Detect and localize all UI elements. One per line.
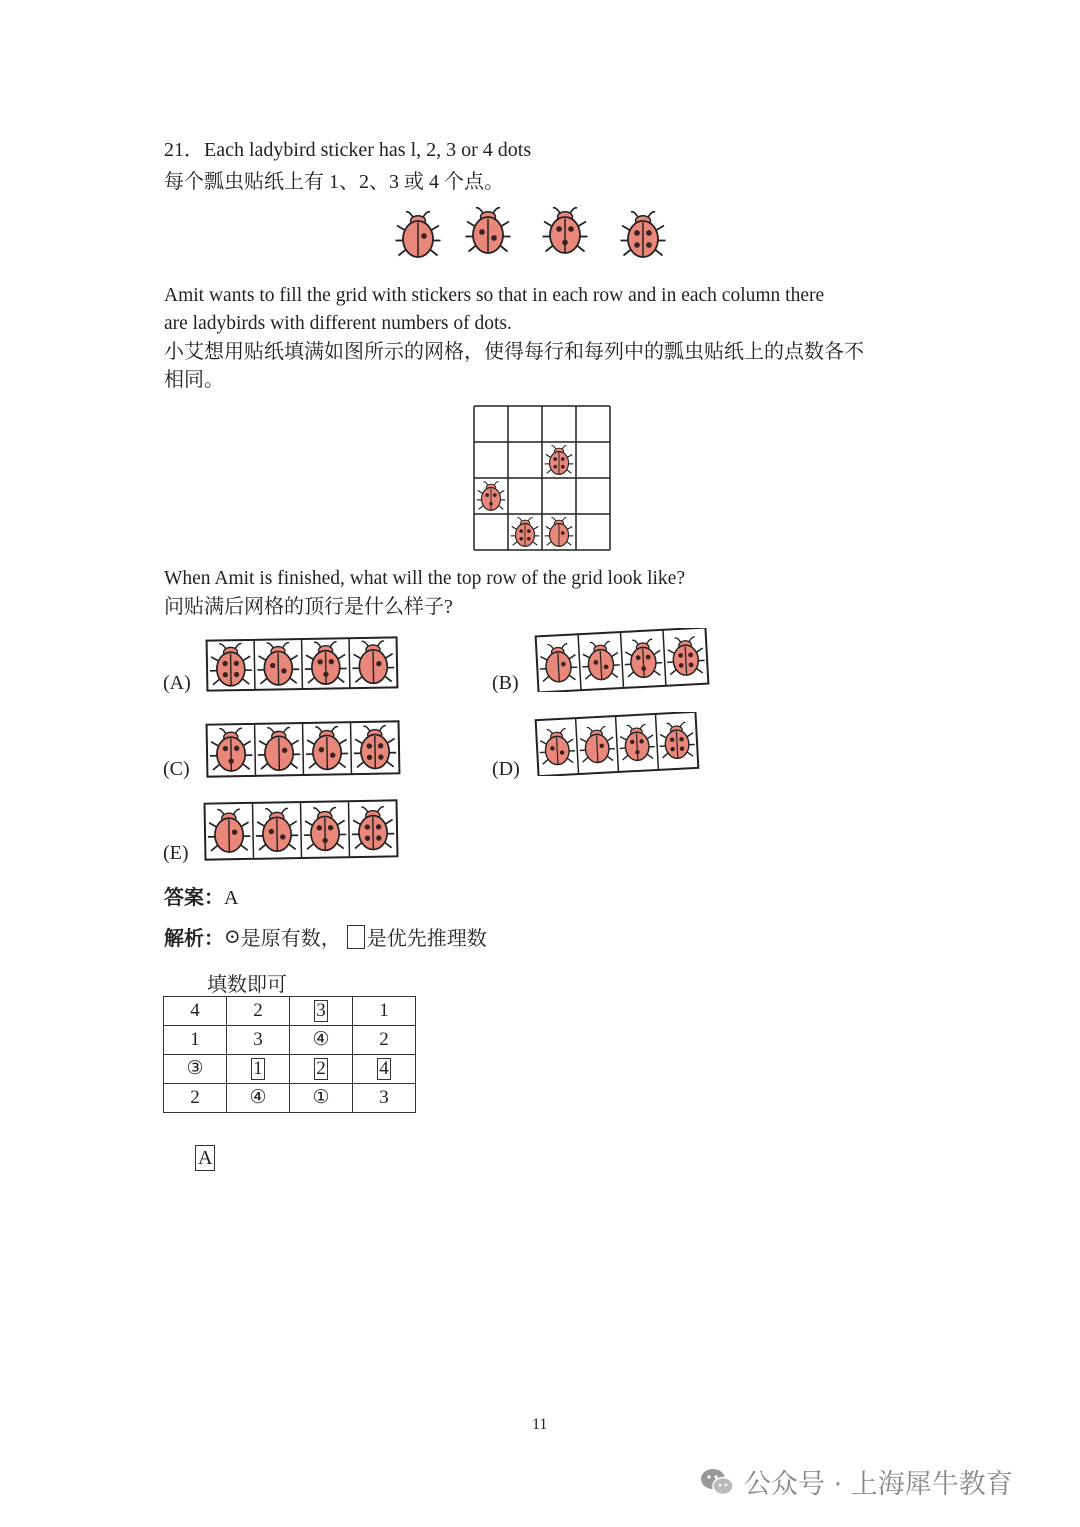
question-title: 21．Each ladybird sticker has l, 2, 3 or 4 dots	[164, 139, 532, 161]
grid-sticker	[545, 446, 574, 475]
analysis-label: 解析：	[164, 928, 224, 950]
grid-sticker	[511, 518, 540, 547]
solution-table	[163, 996, 416, 1113]
option-a-strip[interactable]	[203, 635, 401, 693]
boxed-number: 3	[316, 1000, 326, 1021]
answer-value: A	[224, 887, 239, 909]
wechat-icon	[700, 1467, 734, 1497]
option-c-label[interactable]: (C)	[163, 758, 190, 780]
number: 1	[190, 1029, 200, 1050]
question-ask-cn: 问贴满后网格的顶行是什么样子?	[164, 596, 453, 618]
answer-label: 答案：	[164, 887, 224, 909]
page-number: 11	[532, 1416, 548, 1433]
number: 4	[190, 1000, 200, 1021]
option-e-strip[interactable]	[201, 798, 401, 862]
question-body-cn-1: 小艾想用贴纸填满如图所示的网格，使得每行和每列中的瓢虫贴纸上的点数各不	[164, 341, 864, 363]
square-box-icon	[347, 925, 365, 949]
option-d-label[interactable]: (D)	[492, 758, 520, 780]
number: 3	[379, 1087, 389, 1108]
answer-line	[164, 881, 238, 910]
boxed-number: 2	[316, 1058, 326, 1079]
number: 3	[253, 1029, 263, 1050]
solution-cell	[227, 1026, 290, 1055]
grid-sticker	[545, 518, 574, 547]
strip-divider	[351, 722, 352, 774]
option-b-strip[interactable]	[533, 628, 711, 692]
strip-divider	[349, 638, 350, 688]
reference-ladybird	[466, 208, 511, 253]
solution-cell	[353, 1084, 416, 1113]
reference-ladybird	[621, 212, 666, 257]
solution-row	[164, 997, 416, 1026]
number: 2	[253, 1000, 263, 1021]
solution-cell	[227, 1084, 290, 1113]
question-title-cn: 每个瓢虫贴纸上有 1、2、3 或 4 个点。	[164, 171, 504, 193]
solution-cell	[227, 997, 290, 1026]
question-body-en-2: are ladybirds with different numbers of dots.	[164, 313, 512, 334]
solution-cell	[164, 997, 227, 1026]
question-body-en-1: Amit wants to fill the grid with stickers so that in each row and in each column there	[164, 285, 825, 306]
strip-divider	[255, 724, 256, 776]
strip-divider	[254, 640, 255, 690]
circle-explanation: 是原有数，	[240, 928, 341, 950]
boxed-number: 4	[379, 1058, 389, 1079]
analysis-line	[164, 922, 487, 951]
strip-divider	[253, 803, 254, 859]
option-d-strip[interactable]	[533, 712, 701, 776]
solution-row	[164, 1084, 416, 1113]
strip-divider	[302, 639, 303, 689]
solution-cell	[290, 997, 353, 1026]
solution-row	[164, 1055, 416, 1084]
number: ④	[249, 1087, 267, 1108]
fill-hint: 填数即可	[207, 974, 287, 996]
number: ④	[312, 1029, 330, 1050]
strip-divider	[349, 801, 350, 857]
box-explanation: 是优先推理数	[366, 928, 487, 950]
option-c-strip[interactable]	[203, 719, 403, 779]
solution-cell	[290, 1026, 353, 1055]
solution-cell	[353, 1055, 416, 1084]
solution-cell	[164, 1055, 227, 1084]
question-body-cn-2: 相同。	[164, 369, 224, 391]
solution-cell	[227, 1055, 290, 1084]
strip-divider	[301, 802, 302, 858]
puzzle-grid	[470, 402, 615, 554]
option-e-label[interactable]: (E)	[163, 842, 189, 864]
boxed-number: 1	[253, 1058, 263, 1079]
number: ③	[186, 1058, 204, 1079]
option-b-label[interactable]: (B)	[492, 672, 519, 694]
number: 2	[379, 1029, 389, 1050]
solution-cell	[290, 1084, 353, 1113]
strip-divider	[303, 723, 304, 775]
ladybird-reference-row	[395, 200, 675, 272]
solution-row	[164, 1026, 416, 1055]
number: 2	[190, 1087, 200, 1108]
circle-dot-icon: ⊙	[224, 926, 241, 948]
solution-cell	[353, 997, 416, 1026]
solution-cell	[164, 1084, 227, 1113]
solution-cell	[290, 1055, 353, 1084]
watermark-text: 公众号 · 上海犀牛教育	[744, 1469, 1013, 1500]
solution-cell	[164, 1026, 227, 1055]
reference-ladybird	[543, 208, 588, 253]
reference-ladybird	[396, 212, 441, 257]
number: ①	[312, 1087, 330, 1108]
option-a-label[interactable]: (A)	[163, 672, 191, 694]
solution-cell	[353, 1026, 416, 1055]
watermark	[700, 1462, 1013, 1501]
number: 1	[379, 1000, 389, 1021]
final-answer: A	[195, 1145, 215, 1171]
question-ask-en: When Amit is finished, what will the top row of the grid look like?	[164, 568, 685, 589]
grid-sticker	[477, 482, 506, 511]
